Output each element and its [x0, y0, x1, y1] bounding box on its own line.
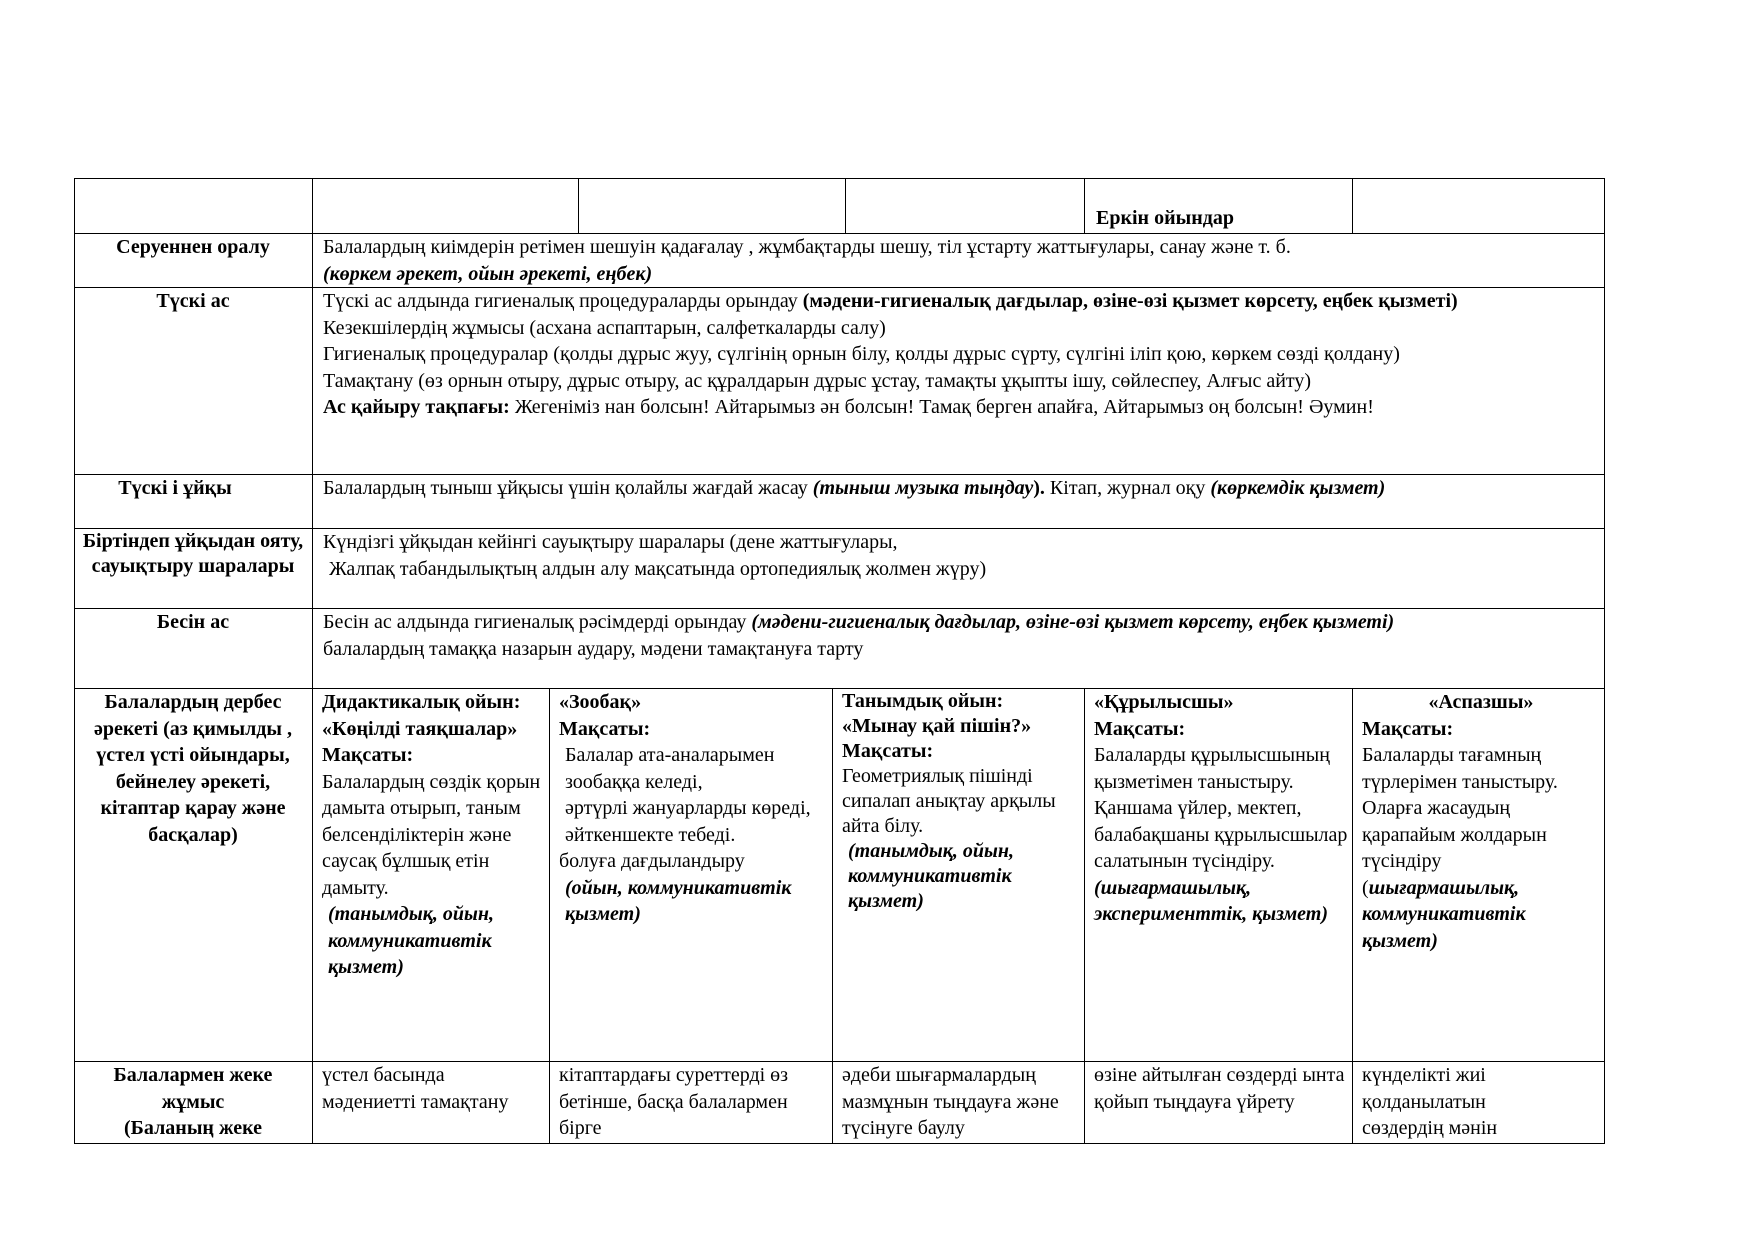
- individual-work-5: күнделікті жиі қолданылатын сөздердің мәнін: [1362, 1064, 1498, 1139]
- row-label-independent: Балалардың дербес әрекеті (аз қимылды , үстел үсті ойындары, бейнелеу әрекеті, кітаптар қарау және басқалар): [93, 691, 293, 846]
- row-content-seruen: [323, 234, 1598, 287]
- row-content-nap: Балалардың тыныш ұйқысы үшін қолайлы жағдай жасау (тыныш музыка тыңдау). Кітап, журнал оқу (көркемдік қызмет): [323, 477, 1386, 499]
- schedule-table: [74, 178, 1605, 1144]
- label-column-divider: [312, 178, 313, 1144]
- row-label-individual-work: Балалармен жеке жұмыс (Баланың жеке: [113, 1064, 273, 1139]
- individual-work-1: үстел басында мәдениетті тамақтану: [322, 1064, 509, 1113]
- row-label-snack: Бесін ас: [156, 611, 230, 633]
- lunch-line-1: Түскі ас алдында гигиеналық процедураларды орындау (мәдени-гигиеналық дағдылар, өзіне-өзі қызмет көрсету, еңбек қызметі): [323, 290, 1458, 312]
- lunch-line-3: Гигиеналық процедуралар (қолды дұрыс жуу, сүлгінің орнын білу, қолды дұрыс сүрту, сүлгіні іліп қою, көркем сөзді қолдану): [323, 343, 1400, 365]
- row-label-wakeup: Біртіндеп ұйқыдан ояту, сауықтыру шаралары: [82, 530, 304, 577]
- lunch-line-4: Тамақтану (өз орнын отыру, дұрыс отыру, ас құралдарын дұрыс ұстау, тамақты ұқыпты ішу, сөйлеспеу, Алғыс айту): [323, 369, 1312, 392]
- row-label-nap: Түскі і ұйқы: [118, 477, 232, 499]
- column-divider: [578, 178, 579, 233]
- row-label-lunch: Түскі ас: [156, 290, 230, 312]
- seruen-text: Балалардың киімдерін ретімен шешуін қадағалау , жұмбақтарды шешу, тіл ұстарту жаттығулары, санау және т. б.: [323, 236, 1291, 258]
- column-divider: [1084, 178, 1085, 233]
- lunch-line-2: Кезекшілердің жұмысы (асхана аспаптарын, салфеткаларды салу): [323, 316, 886, 339]
- row-content-snack: Бесін ас алдында гигиеналық рәсімдерді орындау (мәдени-гигиеналық дағдылар, өзіне-өзі қызмет көрсету, еңбек қызметі) балалардың тамаққа назарын аудару, мәдени тамақтануға тарту: [323, 611, 1395, 660]
- individual-work-4: өзіне айтылған сөздерді ынта қойып тыңдауға үйрету: [1094, 1064, 1345, 1113]
- lunch-prayer: Ас қайыру тақпағы: Жегеніміз нан болсын! Айтарымыз ән болсын! Тамақ берген апайға, Айтарымыз оң болсын! Әумин!: [323, 396, 1374, 418]
- column-divider: [1352, 688, 1353, 1144]
- table-border-left: [74, 178, 75, 1144]
- activity-builder: «Құрылысшы» Мақсаты: Балаларды құрылысшының қызметімен таныстыру. Қаншама үйлер, мектеп, балабақшаны құрылысшылар салатынын түсіндіру. (шығармашылық, эксперименттік, қызмет): [1094, 691, 1348, 925]
- column-divider: [549, 688, 550, 1144]
- column-divider: [1084, 688, 1085, 1144]
- activity-cook: «Аспазшы» Мақсаты: Балаларды тағамның түрлерімен таныстыру. Оларға жасаудың қарапайым жолдарын түсіндіру (шығармашылық, коммуникативтік қызмет): [1362, 691, 1558, 952]
- seruen-tag: (көркем әрекет, ойын әрекеті, еңбек): [323, 262, 653, 285]
- table-border-top: [74, 178, 1605, 179]
- column-divider: [845, 178, 846, 233]
- activity-shape-game: Танымдық ойын: «Мынау қай пішін?» Мақсаты: Геометриялық пішінді сипалап анықтау арқылы айта білу. (танымдық, ойын, коммуникативтік қызмет): [842, 690, 1056, 912]
- individual-work-3: әдеби шығармалардың мазмұнын тыңдауға және түсінуге баулу: [842, 1064, 1059, 1139]
- activity-didactic-game: Дидактикалық ойын: «Көңілді таяқшалар» Мақсаты: Балалардың сөздік қорын дамыта отырып, таным белсенділіктерін және саусақ бұлшық етін дамыту. (танымдық, ойын, коммуникативтік қызмет): [322, 691, 541, 978]
- activity-zoo: «Зообақ» Мақсаты: Балалар ата-аналарымен зообаққа келеді, әртүрлі жануарларды көреді, әйткеншекте тебеді. болуға дағдыландыру (ойын, коммуникативтік қызмет): [559, 691, 811, 925]
- row-label-seruen: Серуеннен оралу: [116, 236, 270, 258]
- individual-work-2: кітаптардағы суреттерді өз бетінше, басқа балалармен бірге: [559, 1064, 789, 1139]
- table-border-bottom: [74, 1143, 1605, 1144]
- column-divider: [1352, 178, 1353, 233]
- column-divider: [832, 688, 833, 1144]
- row-content-lunch: [323, 288, 1598, 421]
- table-border-right: [1604, 178, 1605, 1144]
- row-content-wakeup: Күндізгі ұйқыдан кейінгі сауықтыру шаралары (дене жаттығулары, Жалпақ табандылықтың алдын алу мақсатында ортопедиялық жолмен жүру): [323, 531, 987, 580]
- free-games-header: Еркін ойындар: [1096, 207, 1234, 229]
